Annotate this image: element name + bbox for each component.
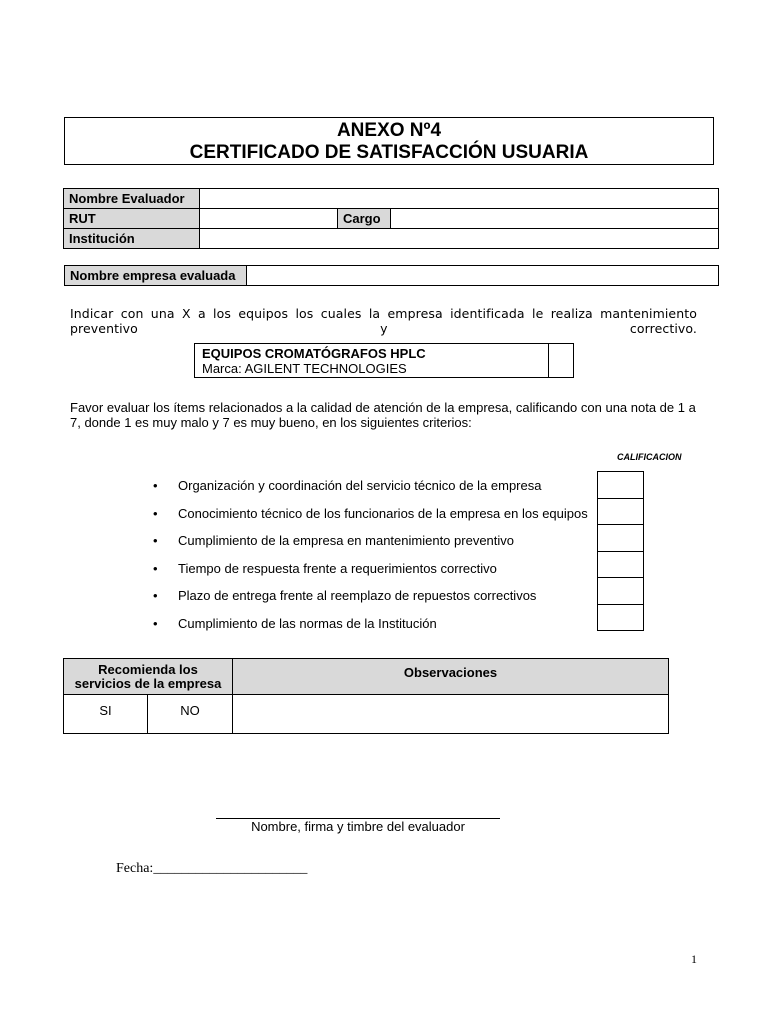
bullet-icon: • bbox=[153, 615, 158, 631]
rating-header: CALIFICACION bbox=[617, 452, 682, 462]
bullet-icon: • bbox=[153, 588, 158, 604]
rating-box[interactable] bbox=[597, 471, 644, 499]
equipment-brand: Marca: AGILENT TECHNOLOGIES bbox=[202, 361, 407, 376]
evaluator-name-label: Nombre Evaluador bbox=[64, 189, 200, 209]
rating-box[interactable] bbox=[597, 524, 644, 552]
annex-title: ANEXO Nº4 bbox=[336, 120, 442, 141]
cargo-label: Cargo bbox=[338, 209, 391, 229]
recommend-no-cell[interactable]: NO bbox=[148, 695, 233, 734]
equipment-description bbox=[195, 344, 549, 377]
company-table bbox=[64, 265, 719, 286]
criteria-item: • Organización y coordinación del servicio técnico de la empresa bbox=[153, 478, 542, 494]
rut-label: RUT bbox=[64, 209, 200, 229]
recommend-header: Recomienda los servicios de la empresa bbox=[64, 659, 233, 695]
company-field[interactable] bbox=[247, 266, 719, 286]
rating-box[interactable] bbox=[597, 551, 644, 579]
criteria-item: • Plazo de entrega frente al reemplazo de repuestos correctivos bbox=[153, 588, 537, 604]
rating-instruction: Favor evaluar los ítems relacionados a la calidad de atención de la empresa, calificando con una nota de 1 a 7, donde 1 es muy malo y 7 es muy bueno, en los siguientes criterios: bbox=[70, 400, 696, 430]
rating-box[interactable] bbox=[597, 604, 644, 632]
document-title-box bbox=[64, 117, 714, 165]
date-field[interactable]: Fecha:______________________ bbox=[116, 861, 308, 876]
criteria-item: • Tiempo de respuesta frente a requerimientos correctivo bbox=[153, 560, 497, 576]
cargo-field[interactable] bbox=[391, 209, 719, 229]
recommendation-table bbox=[63, 658, 669, 734]
rating-box[interactable] bbox=[597, 577, 644, 605]
institution-field[interactable] bbox=[200, 229, 719, 249]
criteria-item: • Conocimiento técnico de los funcionarios de la empresa en los equipos bbox=[153, 505, 588, 521]
bullet-icon: • bbox=[153, 533, 158, 549]
signature-caption: Nombre, firma y timbre del evaluador bbox=[251, 819, 465, 834]
company-label: Nombre empresa evaluada bbox=[65, 266, 247, 286]
bullet-icon: • bbox=[153, 560, 158, 576]
equipment-name: EQUIPOS CROMATÓGRAFOS HPLC bbox=[202, 346, 426, 361]
criteria-list bbox=[153, 472, 588, 637]
bullet-icon: • bbox=[153, 478, 158, 494]
rating-column bbox=[597, 471, 644, 631]
criteria-item: • Cumplimiento de las normas de la Institución bbox=[153, 615, 437, 631]
page-number: 1 bbox=[691, 952, 697, 966]
evaluator-name-field[interactable] bbox=[200, 189, 719, 209]
rating-box[interactable] bbox=[597, 498, 644, 526]
institution-label: Institución bbox=[64, 229, 200, 249]
evaluator-table bbox=[63, 188, 719, 249]
rut-field[interactable] bbox=[200, 209, 338, 229]
observations-field[interactable] bbox=[233, 695, 669, 734]
bullet-icon: • bbox=[153, 505, 158, 521]
criteria-item: • Cumplimiento de la empresa en mantenimiento preventivo bbox=[153, 533, 515, 549]
equipment-box bbox=[194, 343, 574, 378]
equipment-check-box[interactable] bbox=[552, 346, 570, 375]
certificate-title: CERTIFICADO DE SATISFACCIÓN USUARIA bbox=[189, 142, 589, 163]
observations-header: Observaciones bbox=[233, 659, 669, 695]
equipment-instruction: Indicar con una X a los equipos los cuales la empresa identificada le realiza mantenimiento preventivo y correctivo. bbox=[70, 306, 697, 336]
recommend-yes-cell[interactable]: SI bbox=[64, 695, 148, 734]
